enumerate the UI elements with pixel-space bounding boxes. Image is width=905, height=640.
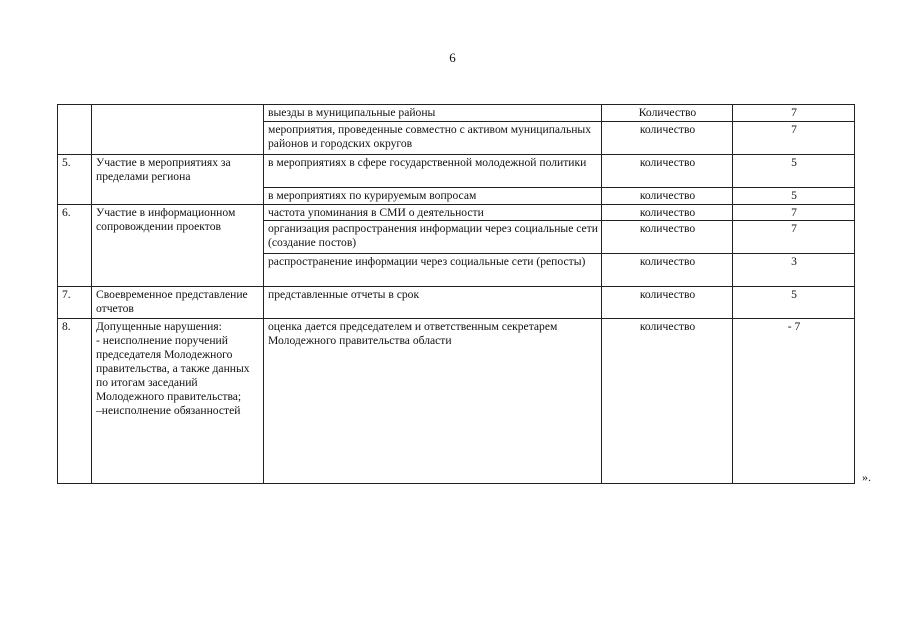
violations-heading: Допущенные нарушения: [96, 320, 222, 333]
value-cell: 7 [733, 122, 855, 155]
unit-cell: количество [602, 205, 733, 221]
violation-item: –неисполнение обязанностей [96, 404, 241, 417]
criterion-cell: в мероприятиях в сфере государственной молодежной политики [264, 155, 602, 188]
value-cell: 7 [733, 105, 855, 122]
value-cell: 5 [733, 188, 855, 205]
criterion-cell: представленные отчеты в срок [264, 287, 602, 319]
criterion-cell: выезды в муниципальные районы [264, 105, 602, 122]
criterion-cell: мероприятия, проведенные совместно с активом муниципальных районов и городских округов [264, 122, 602, 155]
criterion-cell: в мероприятиях по курируемым вопросам [264, 188, 602, 205]
row-number-cell: 8. [58, 319, 92, 484]
page-number: 6 [449, 50, 456, 65]
section-cell: Участие в информационном сопровождении проектов [92, 205, 264, 287]
row-number-cell: 5. [58, 155, 92, 205]
section-cell [92, 319, 264, 484]
criteria-table [57, 104, 855, 484]
section-cell: Участие в мероприятиях за пределами региона [92, 155, 264, 205]
unit-cell: количество [602, 254, 733, 287]
table-row [58, 205, 855, 221]
unit-cell: количество [602, 155, 733, 188]
table-row [58, 319, 855, 484]
table-row [58, 287, 855, 319]
section-cell [92, 105, 264, 155]
unit-cell: количество [602, 122, 733, 155]
violation-item: - неисполнение поручений председателя Молодежного правительства, а также данных по итогам заседаний Молодежного правительства; [96, 334, 250, 403]
table-row [58, 155, 855, 188]
value-cell: 7 [733, 221, 855, 254]
row-number-cell: 7. [58, 287, 92, 319]
value-cell: 5 [733, 155, 855, 188]
row-number-cell: 6. [58, 205, 92, 287]
unit-cell: количество [602, 221, 733, 254]
value-cell: - 7 [733, 319, 855, 484]
criterion-cell: организация распространения информации через социальные сети (создание постов) [264, 221, 602, 254]
unit-cell: количество [602, 319, 733, 484]
value-cell: 5 [733, 287, 855, 319]
unit-cell: количество [602, 188, 733, 205]
criterion-cell: частота упоминания в СМИ о деятельности [264, 205, 602, 221]
unit-cell: количество [602, 287, 733, 319]
unit-cell: Количество [602, 105, 733, 122]
table-row [58, 105, 855, 122]
value-cell: 7 [733, 205, 855, 221]
criterion-cell: оценка дается председателем и ответственным секретарем Молодежного правительства области [264, 319, 602, 484]
row-number-cell [58, 105, 92, 155]
section-cell: Своевременное представление отчетов [92, 287, 264, 319]
closing-quote-mark: ». [862, 470, 871, 484]
criterion-cell: распространение информации через социальные сети (репосты) [264, 254, 602, 287]
value-cell: 3 [733, 254, 855, 287]
